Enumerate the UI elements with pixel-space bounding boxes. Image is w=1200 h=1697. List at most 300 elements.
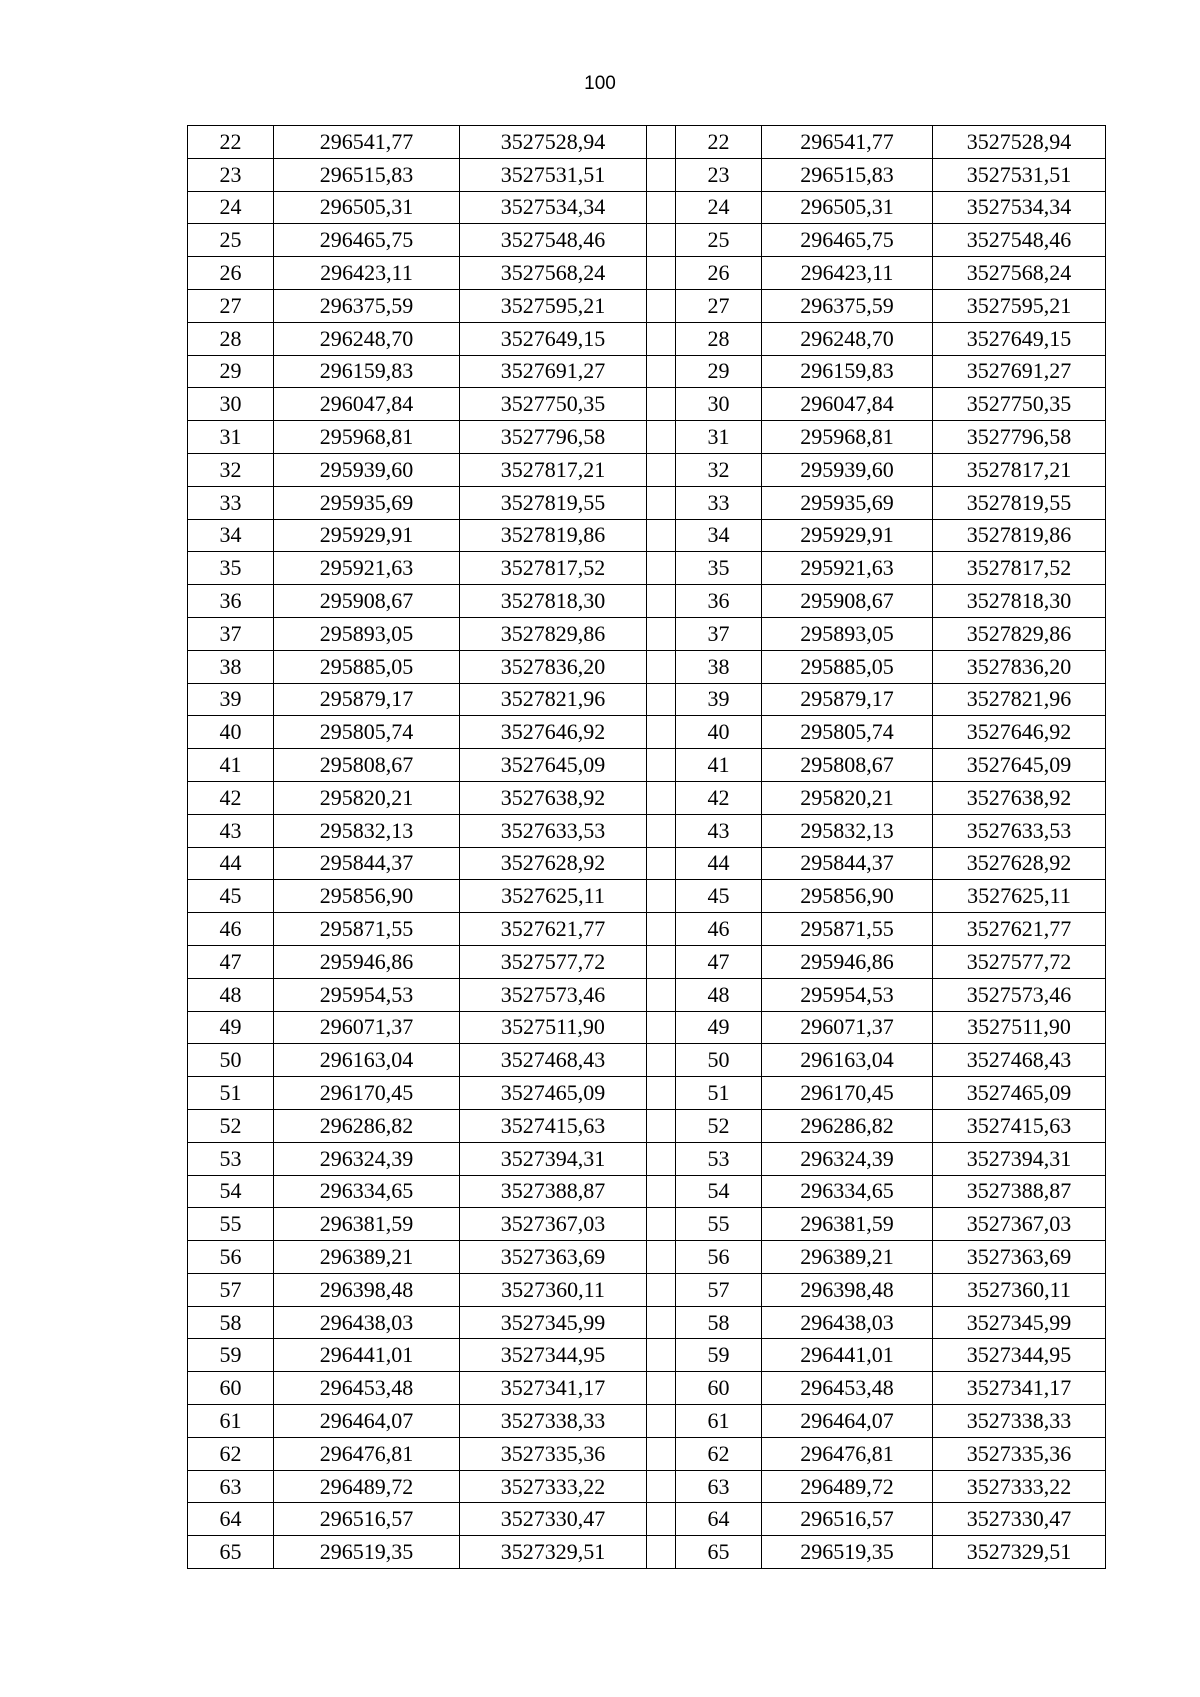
y-coordinate-cell: 3527415,63 <box>933 1109 1106 1142</box>
y-coordinate-cell: 3527638,92 <box>933 781 1106 814</box>
x-coordinate-cell: 295954,53 <box>762 978 933 1011</box>
gap-cell <box>647 289 676 322</box>
y-coordinate-cell: 3527821,96 <box>933 683 1106 716</box>
gap-cell <box>647 749 676 782</box>
x-coordinate-cell: 296441,01 <box>762 1339 933 1372</box>
y-coordinate-cell: 3527621,77 <box>933 913 1106 946</box>
table-row <box>188 1044 1106 1077</box>
point-number-cell: 55 <box>676 1208 762 1241</box>
x-coordinate-cell: 296464,07 <box>274 1405 460 1438</box>
y-coordinate-cell: 3527528,94 <box>460 126 647 159</box>
y-coordinate-cell: 3527345,99 <box>460 1306 647 1339</box>
x-coordinate-cell: 296398,48 <box>274 1273 460 1306</box>
x-coordinate-cell: 296515,83 <box>762 158 933 191</box>
point-number-cell: 48 <box>676 978 762 1011</box>
point-number-cell: 34 <box>188 519 274 552</box>
table-row <box>188 814 1106 847</box>
gap-cell <box>647 1372 676 1405</box>
table-row <box>188 1011 1106 1044</box>
x-coordinate-cell: 295879,17 <box>274 683 460 716</box>
point-number-cell: 56 <box>676 1241 762 1274</box>
gap-cell <box>647 1011 676 1044</box>
point-number-cell: 28 <box>188 322 274 355</box>
x-coordinate-cell: 295844,37 <box>762 847 933 880</box>
gap-cell <box>647 257 676 290</box>
gap-cell <box>647 781 676 814</box>
point-number-cell: 41 <box>188 749 274 782</box>
point-number-cell: 42 <box>188 781 274 814</box>
point-number-cell: 24 <box>188 191 274 224</box>
y-coordinate-cell: 3527534,34 <box>460 191 647 224</box>
gap-cell <box>647 453 676 486</box>
x-coordinate-cell: 296324,39 <box>762 1142 933 1175</box>
y-coordinate-cell: 3527511,90 <box>460 1011 647 1044</box>
x-coordinate-cell: 296248,70 <box>274 322 460 355</box>
point-number-cell: 65 <box>676 1536 762 1569</box>
gap-cell <box>647 224 676 257</box>
point-number-cell: 31 <box>676 421 762 454</box>
x-coordinate-cell: 295820,21 <box>274 781 460 814</box>
table-row <box>188 1241 1106 1274</box>
x-coordinate-cell: 295805,74 <box>762 716 933 749</box>
table-row <box>188 978 1106 1011</box>
x-coordinate-cell: 296163,04 <box>274 1044 460 1077</box>
table-row <box>188 1077 1106 1110</box>
point-number-cell: 26 <box>676 257 762 290</box>
y-coordinate-cell: 3527645,09 <box>933 749 1106 782</box>
x-coordinate-cell: 295954,53 <box>274 978 460 1011</box>
point-number-cell: 60 <box>676 1372 762 1405</box>
y-coordinate-cell: 3527796,58 <box>460 421 647 454</box>
gap-cell <box>647 1273 676 1306</box>
x-coordinate-cell: 295929,91 <box>762 519 933 552</box>
point-number-cell: 23 <box>188 158 274 191</box>
x-coordinate-cell: 295871,55 <box>762 913 933 946</box>
table-row <box>188 257 1106 290</box>
y-coordinate-cell: 3527750,35 <box>460 388 647 421</box>
table-row <box>188 945 1106 978</box>
y-coordinate-cell: 3527573,46 <box>933 978 1106 1011</box>
point-number-cell: 51 <box>676 1077 762 1110</box>
point-number-cell: 23 <box>676 158 762 191</box>
y-coordinate-cell: 3527548,46 <box>460 224 647 257</box>
table-row <box>188 1175 1106 1208</box>
x-coordinate-cell: 295921,63 <box>762 552 933 585</box>
table-row <box>188 1142 1106 1175</box>
x-coordinate-cell: 296047,84 <box>274 388 460 421</box>
point-number-cell: 44 <box>188 847 274 880</box>
x-coordinate-cell: 296398,48 <box>762 1273 933 1306</box>
table-row <box>188 650 1106 683</box>
x-coordinate-cell: 296248,70 <box>762 322 933 355</box>
x-coordinate-cell: 296476,81 <box>762 1437 933 1470</box>
table-row <box>188 355 1106 388</box>
x-coordinate-cell: 295968,81 <box>762 421 933 454</box>
point-number-cell: 25 <box>188 224 274 257</box>
gap-cell <box>647 1405 676 1438</box>
y-coordinate-cell: 3527360,11 <box>460 1273 647 1306</box>
point-number-cell: 45 <box>188 880 274 913</box>
x-coordinate-cell: 296516,57 <box>274 1503 460 1536</box>
x-coordinate-cell: 296465,75 <box>274 224 460 257</box>
gap-cell <box>647 978 676 1011</box>
table-row <box>188 519 1106 552</box>
point-number-cell: 55 <box>188 1208 274 1241</box>
table-row <box>188 585 1106 618</box>
x-coordinate-cell: 296170,45 <box>274 1077 460 1110</box>
y-coordinate-cell: 3527335,36 <box>933 1437 1106 1470</box>
y-coordinate-cell: 3527465,09 <box>933 1077 1106 1110</box>
y-coordinate-cell: 3527363,69 <box>933 1241 1106 1274</box>
x-coordinate-cell: 296541,77 <box>274 126 460 159</box>
point-number-cell: 63 <box>676 1470 762 1503</box>
gap-cell <box>647 519 676 552</box>
point-number-cell: 59 <box>676 1339 762 1372</box>
y-coordinate-cell: 3527333,22 <box>460 1470 647 1503</box>
y-coordinate-cell: 3527646,92 <box>933 716 1106 749</box>
y-coordinate-cell: 3527645,09 <box>460 749 647 782</box>
point-number-cell: 46 <box>188 913 274 946</box>
point-number-cell: 40 <box>188 716 274 749</box>
point-number-cell: 43 <box>188 814 274 847</box>
gap-cell <box>647 1109 676 1142</box>
x-coordinate-cell: 296375,59 <box>762 289 933 322</box>
x-coordinate-cell: 295885,05 <box>762 650 933 683</box>
y-coordinate-cell: 3527568,24 <box>933 257 1106 290</box>
gap-cell <box>647 650 676 683</box>
table-row <box>188 617 1106 650</box>
table-row <box>188 1339 1106 1372</box>
point-number-cell: 36 <box>188 585 274 618</box>
point-number-cell: 57 <box>188 1273 274 1306</box>
y-coordinate-cell: 3527819,55 <box>460 486 647 519</box>
y-coordinate-cell: 3527344,95 <box>933 1339 1106 1372</box>
point-number-cell: 43 <box>676 814 762 847</box>
y-coordinate-cell: 3527691,27 <box>460 355 647 388</box>
gap-cell <box>647 913 676 946</box>
point-number-cell: 49 <box>188 1011 274 1044</box>
gap-cell <box>647 1044 676 1077</box>
y-coordinate-cell: 3527625,11 <box>460 880 647 913</box>
point-number-cell: 24 <box>676 191 762 224</box>
x-coordinate-cell: 296438,03 <box>762 1306 933 1339</box>
x-coordinate-cell: 296423,11 <box>762 257 933 290</box>
gap-cell <box>647 880 676 913</box>
point-number-cell: 36 <box>676 585 762 618</box>
y-coordinate-cell: 3527329,51 <box>933 1536 1106 1569</box>
point-number-cell: 33 <box>188 486 274 519</box>
gap-cell <box>647 1470 676 1503</box>
x-coordinate-cell: 295805,74 <box>274 716 460 749</box>
point-number-cell: 58 <box>188 1306 274 1339</box>
point-number-cell: 45 <box>676 880 762 913</box>
x-coordinate-cell: 295856,90 <box>274 880 460 913</box>
table-row <box>188 322 1106 355</box>
y-coordinate-cell: 3527465,09 <box>460 1077 647 1110</box>
y-coordinate-cell: 3527595,21 <box>460 289 647 322</box>
point-number-cell: 48 <box>188 978 274 1011</box>
x-coordinate-cell: 296071,37 <box>274 1011 460 1044</box>
y-coordinate-cell: 3527415,63 <box>460 1109 647 1142</box>
gap-cell <box>647 1503 676 1536</box>
y-coordinate-cell: 3527338,33 <box>933 1405 1106 1438</box>
y-coordinate-cell: 3527691,27 <box>933 355 1106 388</box>
y-coordinate-cell: 3527573,46 <box>460 978 647 1011</box>
x-coordinate-cell: 295935,69 <box>762 486 933 519</box>
point-number-cell: 53 <box>676 1142 762 1175</box>
x-coordinate-cell: 296465,75 <box>762 224 933 257</box>
point-number-cell: 31 <box>188 421 274 454</box>
y-coordinate-cell: 3527829,86 <box>460 617 647 650</box>
point-number-cell: 32 <box>188 453 274 486</box>
y-coordinate-cell: 3527621,77 <box>460 913 647 946</box>
x-coordinate-cell: 296441,01 <box>274 1339 460 1372</box>
x-coordinate-cell: 295871,55 <box>274 913 460 946</box>
coordinates-table <box>187 125 1106 1569</box>
y-coordinate-cell: 3527595,21 <box>933 289 1106 322</box>
y-coordinate-cell: 3527625,11 <box>933 880 1106 913</box>
table-row <box>188 1372 1106 1405</box>
y-coordinate-cell: 3527335,36 <box>460 1437 647 1470</box>
x-coordinate-cell: 296476,81 <box>274 1437 460 1470</box>
x-coordinate-cell: 295893,05 <box>274 617 460 650</box>
y-coordinate-cell: 3527628,92 <box>933 847 1106 880</box>
point-number-cell: 39 <box>676 683 762 716</box>
x-coordinate-cell: 295921,63 <box>274 552 460 585</box>
x-coordinate-cell: 296381,59 <box>274 1208 460 1241</box>
x-coordinate-cell: 296505,31 <box>762 191 933 224</box>
x-coordinate-cell: 296505,31 <box>274 191 460 224</box>
x-coordinate-cell: 296375,59 <box>274 289 460 322</box>
page-number: 100 <box>584 73 616 94</box>
point-number-cell: 57 <box>676 1273 762 1306</box>
point-number-cell: 22 <box>676 126 762 159</box>
x-coordinate-cell: 296453,48 <box>274 1372 460 1405</box>
table-row <box>188 453 1106 486</box>
point-number-cell: 32 <box>676 453 762 486</box>
point-number-cell: 61 <box>188 1405 274 1438</box>
x-coordinate-cell: 295929,91 <box>274 519 460 552</box>
table-row <box>188 1306 1106 1339</box>
gap-cell <box>647 322 676 355</box>
point-number-cell: 27 <box>676 289 762 322</box>
y-coordinate-cell: 3527819,86 <box>933 519 1106 552</box>
point-number-cell: 39 <box>188 683 274 716</box>
point-number-cell: 65 <box>188 1536 274 1569</box>
gap-cell <box>647 617 676 650</box>
point-number-cell: 35 <box>676 552 762 585</box>
point-number-cell: 25 <box>676 224 762 257</box>
table-row <box>188 158 1106 191</box>
y-coordinate-cell: 3527646,92 <box>460 716 647 749</box>
y-coordinate-cell: 3527531,51 <box>933 158 1106 191</box>
table-row <box>188 683 1106 716</box>
point-number-cell: 62 <box>188 1437 274 1470</box>
table-row <box>188 1437 1106 1470</box>
x-coordinate-cell: 295808,67 <box>274 749 460 782</box>
x-coordinate-cell: 295946,86 <box>762 945 933 978</box>
y-coordinate-cell: 3527330,47 <box>933 1503 1106 1536</box>
x-coordinate-cell: 296541,77 <box>762 126 933 159</box>
gap-cell <box>647 1437 676 1470</box>
x-coordinate-cell: 296159,83 <box>762 355 933 388</box>
point-number-cell: 47 <box>188 945 274 978</box>
table-row <box>188 1109 1106 1142</box>
x-coordinate-cell: 295820,21 <box>762 781 933 814</box>
table-row <box>188 552 1106 585</box>
x-coordinate-cell: 295885,05 <box>274 650 460 683</box>
point-number-cell: 54 <box>676 1175 762 1208</box>
y-coordinate-cell: 3527649,15 <box>933 322 1106 355</box>
table-row <box>188 486 1106 519</box>
x-coordinate-cell: 296286,82 <box>762 1109 933 1142</box>
gap-cell <box>647 847 676 880</box>
coordinates-table-body <box>188 126 1106 1569</box>
point-number-cell: 51 <box>188 1077 274 1110</box>
gap-cell <box>647 355 676 388</box>
x-coordinate-cell: 296389,21 <box>274 1241 460 1274</box>
point-number-cell: 58 <box>676 1306 762 1339</box>
y-coordinate-cell: 3527548,46 <box>933 224 1106 257</box>
point-number-cell: 60 <box>188 1372 274 1405</box>
y-coordinate-cell: 3527345,99 <box>933 1306 1106 1339</box>
x-coordinate-cell: 295968,81 <box>274 421 460 454</box>
y-coordinate-cell: 3527338,33 <box>460 1405 647 1438</box>
gap-cell <box>647 1536 676 1569</box>
gap-cell <box>647 585 676 618</box>
gap-cell <box>647 552 676 585</box>
gap-cell <box>647 158 676 191</box>
x-coordinate-cell: 295908,67 <box>274 585 460 618</box>
gap-cell <box>647 1306 676 1339</box>
gap-cell <box>647 1175 676 1208</box>
x-coordinate-cell: 295844,37 <box>274 847 460 880</box>
x-coordinate-cell: 296489,72 <box>762 1470 933 1503</box>
x-coordinate-cell: 296381,59 <box>762 1208 933 1241</box>
x-coordinate-cell: 295808,67 <box>762 749 933 782</box>
x-coordinate-cell: 296047,84 <box>762 388 933 421</box>
y-coordinate-cell: 3527628,92 <box>460 847 647 880</box>
y-coordinate-cell: 3527649,15 <box>460 322 647 355</box>
y-coordinate-cell: 3527750,35 <box>933 388 1106 421</box>
y-coordinate-cell: 3527817,52 <box>933 552 1106 585</box>
table-row <box>188 781 1106 814</box>
x-coordinate-cell: 296423,11 <box>274 257 460 290</box>
point-number-cell: 26 <box>188 257 274 290</box>
y-coordinate-cell: 3527531,51 <box>460 158 647 191</box>
gap-cell <box>647 716 676 749</box>
gap-cell <box>647 1208 676 1241</box>
y-coordinate-cell: 3527796,58 <box>933 421 1106 454</box>
point-number-cell: 44 <box>676 847 762 880</box>
y-coordinate-cell: 3527388,87 <box>460 1175 647 1208</box>
gap-cell <box>647 683 676 716</box>
x-coordinate-cell: 295832,13 <box>274 814 460 847</box>
point-number-cell: 46 <box>676 913 762 946</box>
y-coordinate-cell: 3527829,86 <box>933 617 1106 650</box>
table-row <box>188 1273 1106 1306</box>
x-coordinate-cell: 296519,35 <box>762 1536 933 1569</box>
y-coordinate-cell: 3527341,17 <box>933 1372 1106 1405</box>
table-row <box>188 913 1106 946</box>
y-coordinate-cell: 3527363,69 <box>460 1241 647 1274</box>
x-coordinate-cell: 296286,82 <box>274 1109 460 1142</box>
y-coordinate-cell: 3527819,55 <box>933 486 1106 519</box>
x-coordinate-cell: 296159,83 <box>274 355 460 388</box>
point-number-cell: 40 <box>676 716 762 749</box>
point-number-cell: 64 <box>676 1503 762 1536</box>
y-coordinate-cell: 3527330,47 <box>460 1503 647 1536</box>
x-coordinate-cell: 295946,86 <box>274 945 460 978</box>
y-coordinate-cell: 3527817,21 <box>933 453 1106 486</box>
table-row <box>188 716 1106 749</box>
y-coordinate-cell: 3527528,94 <box>933 126 1106 159</box>
point-number-cell: 42 <box>676 781 762 814</box>
y-coordinate-cell: 3527568,24 <box>460 257 647 290</box>
y-coordinate-cell: 3527468,43 <box>460 1044 647 1077</box>
point-number-cell: 35 <box>188 552 274 585</box>
table-row <box>188 1470 1106 1503</box>
point-number-cell: 29 <box>676 355 762 388</box>
x-coordinate-cell: 296464,07 <box>762 1405 933 1438</box>
point-number-cell: 54 <box>188 1175 274 1208</box>
y-coordinate-cell: 3527394,31 <box>933 1142 1106 1175</box>
table-row <box>188 1405 1106 1438</box>
point-number-cell: 38 <box>188 650 274 683</box>
point-number-cell: 34 <box>676 519 762 552</box>
y-coordinate-cell: 3527394,31 <box>460 1142 647 1175</box>
table-row <box>188 191 1106 224</box>
y-coordinate-cell: 3527633,53 <box>460 814 647 847</box>
y-coordinate-cell: 3527818,30 <box>933 585 1106 618</box>
y-coordinate-cell: 3527341,17 <box>460 1372 647 1405</box>
point-number-cell: 37 <box>676 617 762 650</box>
point-number-cell: 29 <box>188 355 274 388</box>
point-number-cell: 52 <box>188 1109 274 1142</box>
y-coordinate-cell: 3527468,43 <box>933 1044 1106 1077</box>
point-number-cell: 50 <box>188 1044 274 1077</box>
x-coordinate-cell: 295908,67 <box>762 585 933 618</box>
y-coordinate-cell: 3527821,96 <box>460 683 647 716</box>
x-coordinate-cell: 296438,03 <box>274 1306 460 1339</box>
y-coordinate-cell: 3527577,72 <box>460 945 647 978</box>
gap-cell <box>647 126 676 159</box>
x-coordinate-cell: 296071,37 <box>762 1011 933 1044</box>
x-coordinate-cell: 296170,45 <box>762 1077 933 1110</box>
x-coordinate-cell: 296334,65 <box>762 1175 933 1208</box>
y-coordinate-cell: 3527367,03 <box>460 1208 647 1241</box>
x-coordinate-cell: 295939,60 <box>274 453 460 486</box>
point-number-cell: 64 <box>188 1503 274 1536</box>
gap-cell <box>647 1077 676 1110</box>
gap-cell <box>647 486 676 519</box>
x-coordinate-cell: 296519,35 <box>274 1536 460 1569</box>
point-number-cell: 50 <box>676 1044 762 1077</box>
gap-cell <box>647 1241 676 1274</box>
table-row <box>188 749 1106 782</box>
gap-cell <box>647 1142 676 1175</box>
table-row <box>188 880 1106 913</box>
point-number-cell: 52 <box>676 1109 762 1142</box>
table-row <box>188 847 1106 880</box>
y-coordinate-cell: 3527388,87 <box>933 1175 1106 1208</box>
point-number-cell: 30 <box>188 388 274 421</box>
gap-cell <box>647 421 676 454</box>
x-coordinate-cell: 296515,83 <box>274 158 460 191</box>
gap-cell <box>647 388 676 421</box>
y-coordinate-cell: 3527836,20 <box>460 650 647 683</box>
x-coordinate-cell: 296334,65 <box>274 1175 460 1208</box>
